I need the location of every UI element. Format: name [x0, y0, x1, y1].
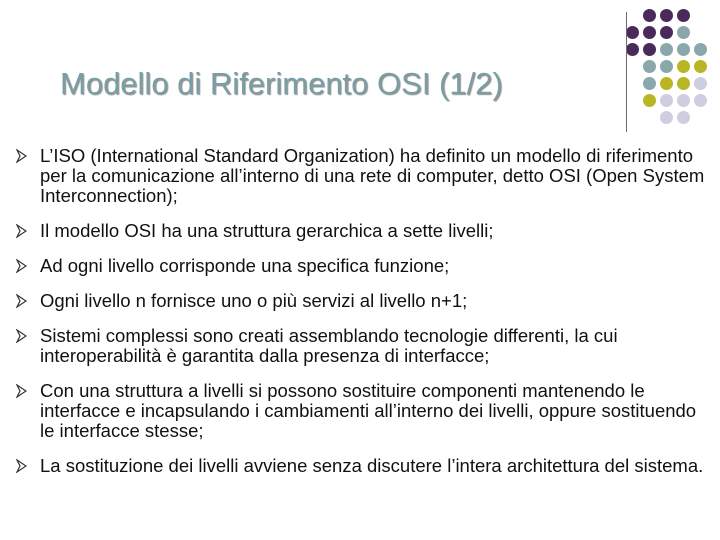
bullet-text: Con una struttura a livelli si possono sostituire componenti mantenendo le interfacce e incapsulando i cambiamenti all’interno dei livelli, oppure sostituendo le interfacce stesse;: [40, 380, 697, 441]
decorative-dot: [660, 60, 673, 73]
decorative-dot: [694, 43, 707, 56]
arrow-bullet-icon: [16, 329, 27, 343]
arrow-bullet-icon: [16, 294, 27, 308]
decorative-dot: [643, 43, 656, 56]
decorative-dot: [660, 43, 673, 56]
arrow-bullet-icon: [16, 224, 27, 238]
bullet-text: La sostituzione dei livelli avviene senza discutere l’intera architettura del sistema.: [40, 455, 704, 476]
decorative-dot: [677, 43, 690, 56]
decorative-dot: [626, 43, 639, 56]
bullet-text: Ad ogni livello corrisponde una specifica funzione;: [40, 255, 450, 276]
bullet-text: L’ISO (International Standard Organization) ha definito un modello di riferimento per la comunicazione all’interno di una rete di computer, detto OSI (Open System Interconnection);: [40, 145, 705, 206]
bullet-text: Il modello OSI ha una struttura gerarchica a sette livelli;: [40, 220, 494, 241]
decorative-dot: [660, 111, 673, 124]
decorative-dot: [694, 94, 707, 107]
bullet-text: Sistemi complessi sono creati assemblando tecnologie differenti, la cui interoperabilità è garantita dalla presenza di interfacce;: [40, 325, 618, 366]
arrow-bullet-icon: [16, 149, 27, 163]
decorative-dot: [643, 26, 656, 39]
decorative-dot: [694, 77, 707, 90]
decorative-dot: [626, 26, 639, 39]
bullet-item: [16, 146, 706, 206]
decorative-dot: [643, 94, 656, 107]
bullet-item: [16, 456, 706, 476]
bullet-text: Ogni livello n fornisce uno o più servizi al livello n+1;: [40, 290, 468, 311]
decorative-dot: [677, 111, 690, 124]
slide-title: Modello di Riferimento OSI (1/2): [60, 66, 503, 101]
decorative-dot: [660, 9, 673, 22]
bullet-item: [16, 326, 706, 366]
decorative-dot: [677, 60, 690, 73]
decorative-dot: [694, 60, 707, 73]
decorative-dot: [660, 94, 673, 107]
decorative-dot: [660, 26, 673, 39]
decorative-dot: [643, 9, 656, 22]
decorative-dot: [660, 77, 673, 90]
decorative-dot: [677, 94, 690, 107]
arrow-bullet-icon: [16, 259, 27, 273]
decorative-dot: [677, 26, 690, 39]
decorative-dot: [677, 9, 690, 22]
decorative-dot: [677, 77, 690, 90]
decorative-dot: [643, 60, 656, 73]
decorative-dot: [643, 77, 656, 90]
bullet-item: [16, 291, 706, 311]
bullet-item: [16, 221, 706, 241]
arrow-bullet-icon: [16, 384, 27, 398]
title-divider-line: [626, 12, 627, 132]
arrow-bullet-icon: [16, 459, 27, 473]
bullet-list: [16, 146, 706, 491]
bullet-item: [16, 256, 706, 276]
bullet-item: [16, 381, 706, 441]
